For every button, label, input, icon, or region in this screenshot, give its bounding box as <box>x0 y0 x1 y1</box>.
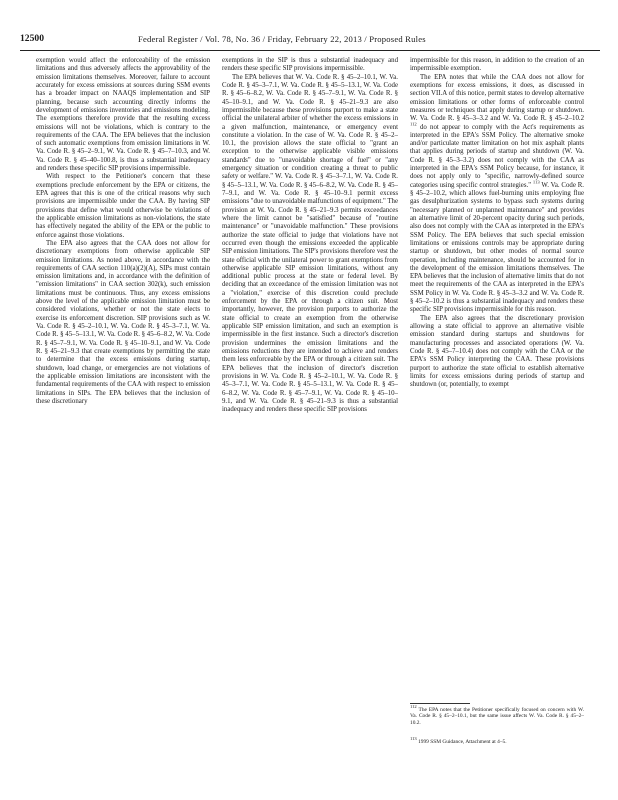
page-header <box>20 33 600 47</box>
text-column-3 <box>410 57 584 697</box>
header-rule <box>20 50 600 51</box>
paragraph: impermissible for this reason, in addition to the creation of an impermissible exemption. <box>410 57 584 73</box>
page-number: 12500 <box>20 33 44 44</box>
paragraph: The EPA also agrees that the CAA does not allow for discretionary exemptions from otherwise applicable SIP emission limitations. As noted above, in accordance with the requirements of CAA section 110(a)(2)(A), SIPs must contain emission limitations and, in accordance with the definition of "emission limitations" in CAA section 302(k), such emission limitations must be continuous. Thus, any excess emissions above the level of the applicable emission limitation must be considered violations, whether or not the state elects to exercise its enforcement discretion. SIP provisions such as W. Va. Code R. § 45–2–10.1, W. Va. Code R. § 45–3–7.1, W. Va. Code R. § 45–5–13.1, W. Va. Code R. § 45–6–8.2, W. Va. Code R. § 45–7–9.1, W. Va. Code R. § 45–10–9.1, and W. Va. Code R. § 45–21–9.3 that create exemptions by permitting the state to determine that the excess emissions during startup, shutdown, load change, or emergencies are not violations of the applicable emission limitations are inconsistent with the fundamental requirements of the CAA with respect to emission limitations in SIPs. The EPA believes that the inclusion of these discretionary <box>36 239 210 405</box>
text-column-1 <box>36 57 210 787</box>
footnote-113: $^{113}$ 1999 SSM Guidance, Attachment at 4–5. <box>410 736 507 745</box>
paragraph: The EPA also agrees that the discretionary provision allowing a state official to approve an alternative visible emission standard during startups and shutdowns for manufacturing processes and associated operations (W. Va. Code R. § 45–7–10.4) does not comply with the CAA or the EPA's SSM Policy interpreting the CAA. These provisions purport to authorize the state official to establish alternative limits for excess emissions during periods of startup and shutdown (or, potentially, to exempt <box>410 314 584 389</box>
running-head: Federal Register / Vol. 78, No. 36 / Friday, February 22, 2013 / Proposed Rules <box>138 34 426 44</box>
paragraph: The EPA believes that W. Va. Code R. § 45–2–10.1, W. Va. Code R. § 45–3–7.1, W. Va. Code R. § 45–5–13.1, W. Va. Code R. § 45–6–8.2, W. Va. Code R. § 45–7–9.1, W. Va. Code R. § 45–10–9.1, and W. Va. Code R. § 45–21–9.3 are also impermissible because these provisions purport to make a state official the unilateral arbiter of whether the excess emissions in a given malfunction, maintenance, or emergency event constitute a violation. In the case of W. Va. Code R. § 45–2–10.1, the provision allows the state official to "grant an exception to the otherwise applicable visible emissions standards" due to "unavoidable shortage of fuel" or "any emergency situation or condition creating a threat to public safety or welfare." W. Va. Code R. § 45–3–7.1, W. Va. Code R. § 45–5–13.1, W. Va. Code R. § 45–6–8.2, W. Va. Code R. § 45–7–9.1, and W. Va. Code R. § 45–10–9.1 permit excess emissions "due to unavoidable malfunctions of equipment." The provision at W. Va. Code R. § 45–21–9.3 permits exceedances where the limit cannot be "satisfied" because of "routine maintenance" or "unavoidable malfunction." These provisions authorize the state official to judge that violations have not occurred even though the emissions exceeded the applicable SIP emission limitations. The SIP's provisions therefore vest the state official with the unilateral power to grant exemptions from otherwise applicable SIP emission limitations, without any additional public process at the state or federal level. By deciding that an exceedance of the emission limitation was not a "violation," exercise of this discretion could preclude enforcement by the EPA or through a citizen suit. Most importantly, however, the provision purports to authorize the state official to create an exemption from the otherwise applicable SIP emission limitation, and such an exemption is impermissible in the first instance. Such a director's discretion provision undermines the emission limitations and the emissions reductions they are intended to achieve and renders them less enforceable by the EPA or through a citizen suit. The EPA believes that the inclusion of director's discretion provisions in W. Va. Code R. § 45–2–10.1, W. Va. Code R. § 45–3–7.1, W. Va. Code R. § 45–5–13.1, W. Va. Code R. § 45–6–8.2, W. Va. Code R. § 45–7–9.1, W. Va. Code R. § 45–10–9.1, and W. Va. Code R. § 45–21–9.3 is thus a substantial inadequacy and renders these specific SIP provisions <box>222 73 398 414</box>
text-column-2 <box>222 57 398 787</box>
footnote-112: $^{112}$ The EPA notes that the Petitioner specifically focused on concern with W. Va. Code R. § 45–2–10.1, but the same issue affects W. Va. Code R. § 45–2–10.2. <box>410 704 584 726</box>
paragraph: exemption would affect the enforceability of the emission limitations and thus adversely affects the approvability of the emission limitations themselves. Moreover, failure to account accurately for excess emissions at sources during SSM events has a broader impact on NAAQS implementation and SIP planning, because such accounting directly informs the development of emissions inventories and emissions modeling. The exemptions therefore provide that the resulting excess emissions will not be violations, which is contrary to the requirements of the CAA. The EPA believes that the inclusion of such automatic exemptions from emission limitations in W. Va. Code R. § 45–2–9.1, W. Va. Code R. § 45–7–10.3, and W. Va. Code R. § 45–40–100.8, is thus a substantial inadequacy and renders these specific SIP provisions impermissible. <box>36 57 210 173</box>
paragraph: With respect to the Petitioner's concern that these exemptions preclude enforcement by the EPA or citizens, the EPA agrees that this is one of the critical reasons why such provisions are impermissible under the CAA. By having SIP provisions that define what would otherwise be violations of the applicable emission limitations as non-violations, the state has effectively negated the ability of the EPA or the public to enforce against those violations. <box>36 173 210 239</box>
paragraph: exemptions in the SIP is thus a substantial inadequacy and renders these specific SIP provisions impermissible. <box>222 57 398 73</box>
paragraph: The EPA notes that while the CAA does not allow for exemptions for excess emissions, it does, as discussed in section VII.A of this notice, permit states to develop alternative emission limitations or other forms of enforceable control measures or techniques that apply during startup or shutdown. W. Va. Code R. § 45–3–3.2 and W. Va. Code R. § 45–2–10.2 $^{112}$ do not appear to comply with the Act's requirements as interpreted in the EPA's SSM Policy. The alternative smoke and/or particulate matter limitation on hot mix asphalt plants that applies during periods of startup and shutdown (W. Va. Code R. § 45–3–3.2) does not comply with the CAA as interpreted in the EPA's SSM Policy because, for instance, it does not apply only to "specific, narrowly-defined source categories using specific control strategies." $^{113}$ W. Va. Code R. § 45–2–10.2, which allows fuel-burning units employing flue gas desulphurization systems to bypass such systems during "necessary planned or unplanned maintenance" and provides an alternative limit of 20-percent opacity during such periods, also does not comply with the CAA as interpreted in the EPA's SSM Policy. The EPA believes that such special emission limitations or emissions controls may be appropriate during startup or shutdown, but other modes of normal source operation, including maintenance, should be accounted for in the development of the emission limitations themselves. The EPA believes that the inclusion of alternative limits that do not meet the requirements of the CAA as interpreted in the EPA's SSM Policy in W. Va. Code R. § 45–3–3.2 and W. Va. Code R. § 45–2–10.2 is thus a substantial inadequacy and renders these specific SIP provisions impermissible for this reason. <box>410 73 584 314</box>
footnote-rule <box>410 703 470 704</box>
